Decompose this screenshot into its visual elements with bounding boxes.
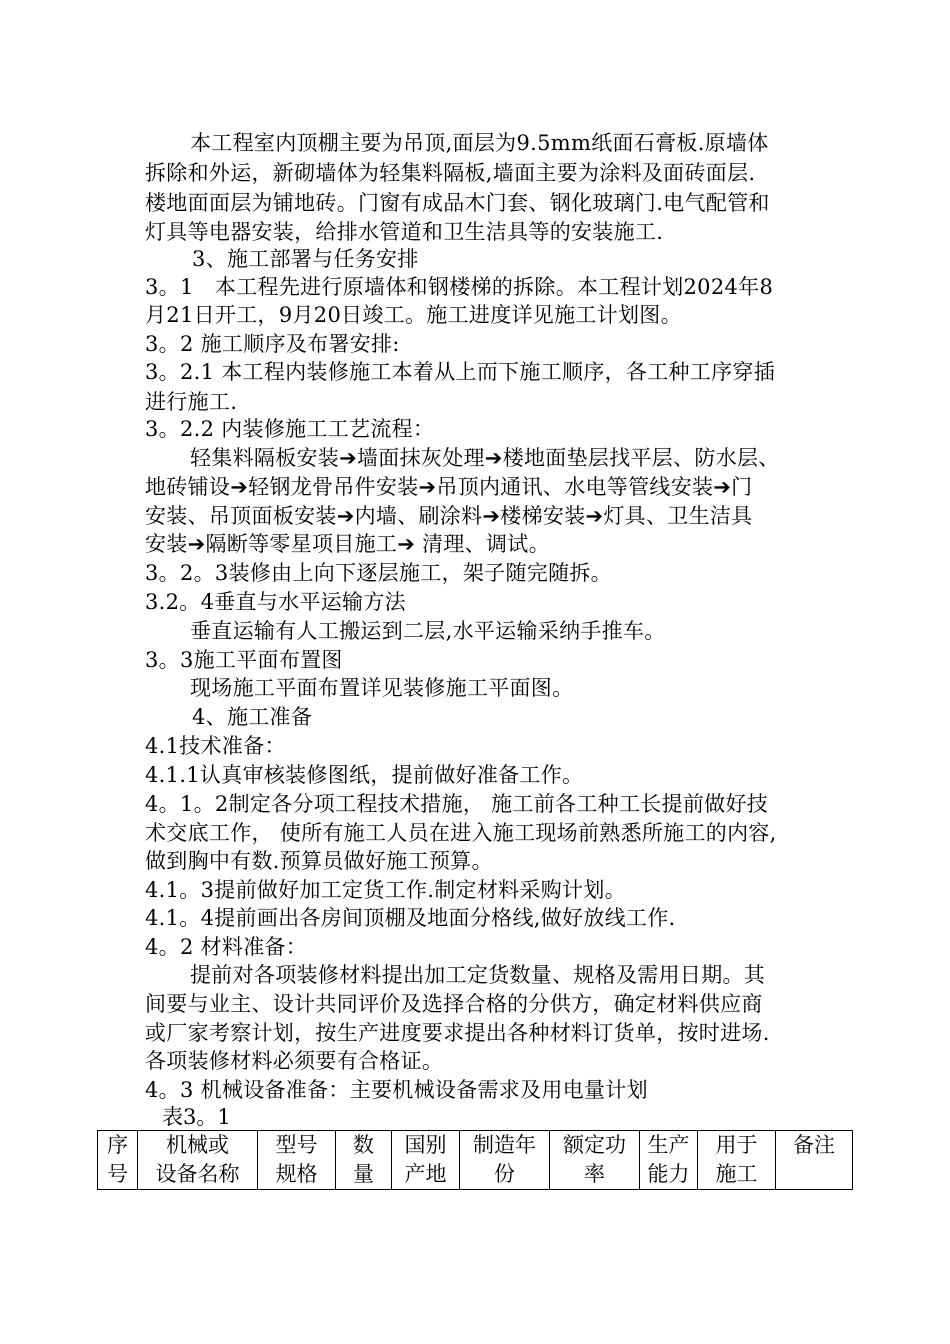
paragraph-line: 垂直运输有人工搬运到二层,水平运输采纳手推车。 [190, 619, 666, 643]
paragraph-line: 各项装修材料必须要有合格证。 [145, 1049, 444, 1073]
paragraph-line: 3。2 施工顺序及布署安排: [145, 332, 400, 356]
header-cell: 用于 施工 [698, 1131, 776, 1190]
header-cell: 型号 规格 [258, 1131, 336, 1190]
paragraph-line: 3。3施工平面布置图 [145, 648, 343, 672]
header-cell: 序 号 [98, 1131, 138, 1190]
paragraph-line: 轻集料隔板安装➔墙面抹灰处理➔楼地面垫层找平层、防水层、 [190, 446, 780, 470]
paragraph-line: 4。3 机械设备准备：主要机械设备需求及用电量计划 [145, 1078, 648, 1102]
paragraph-line: 术交底工作， 使所有施工人员在进入施工现场前熟悉所施工的内容, [145, 821, 777, 845]
paragraph-line: 做到胸中有数.预算员做好施工预算。 [145, 849, 493, 873]
paragraph-line: 或厂家考察计划，按生产进度要求提出各种材料订货单，按时进场. [145, 1021, 770, 1045]
paragraph-line: 4.1。4提前画出各房间顶棚及地面分格线,做好放线工作. [145, 906, 676, 930]
equipment-table [97, 1130, 853, 1190]
header-cell: 额定功 率 [550, 1131, 640, 1190]
paragraph-line: 3。2.2 内装修施工工艺流程： [145, 417, 435, 441]
paragraph-line: 现场施工平面布置详见装修施工平面图。 [190, 676, 574, 700]
paragraph-line: 安装、吊顶面板安装➔内墙、刷涂料➔楼梯安装➔灯具、卫生洁具 [145, 504, 753, 528]
section-heading: 4、施工准备 [192, 705, 313, 729]
table-caption: 表3。1 [162, 1105, 231, 1129]
header-cell: 制造年 份 [460, 1131, 550, 1190]
header-cell: 数 量 [336, 1131, 392, 1190]
paragraph-line: 楼地面面层为铺地砖。门窗有成品木门套、钢化玻璃门.电气配管和 [145, 191, 770, 215]
paragraph-line: 4。2 材料准备： [145, 935, 308, 959]
paragraph-line: 本工程室内顶棚主要为吊顶,面层为9.5mm纸面石膏板.原墙体 [190, 131, 769, 155]
paragraph-line: 提前对各项装修材料提出加工定货数量、规格及需用日期。其 [190, 963, 766, 987]
paragraph-line: 进行施工. [145, 390, 238, 414]
paragraph-line: 3。1 本工程先进行原墙体和钢楼梯的拆除。本工程计划2024年8 [145, 275, 774, 299]
paragraph-line: 4.1.1认真审核装修图纸，提前做好准备工作。 [145, 763, 584, 787]
table-header-row [98, 1131, 853, 1190]
section-heading: 3、施工部署与任务安排 [192, 247, 419, 271]
header-cell: 机械或 设备名称 [138, 1131, 258, 1190]
paragraph-line: 4.1技术准备： [145, 734, 286, 758]
header-cell: 生产 能力 [640, 1131, 698, 1190]
paragraph-line: 灯具等电器安装，给排水管道和卫生洁具等的安装施工. [145, 220, 664, 244]
paragraph-line: 安装➔隔断等零星项目施工➔ 清理、调试。 [145, 532, 550, 556]
header-cell: 国别 产地 [392, 1131, 460, 1190]
paragraph-line: 4.1。3提前做好加工定货工作.制定材料采购计划。 [145, 878, 626, 902]
paragraph-line: 月21日开工，9月20日竣工。施工进度详见施工计划图。 [145, 303, 682, 327]
header-cell: 备注 [776, 1131, 853, 1190]
paragraph-line: 3。2.1 本工程内装修施工本着从上而下施工顺序，各工种工序穿插 [145, 360, 776, 384]
paragraph-line: 间要与业主、设计共同评价及选择合格的分供方，确定材料供应商 [145, 992, 763, 1016]
paragraph-line: 3.2。4垂直与水平运输方法 [145, 590, 406, 614]
paragraph-line: 拆除和外运，新砌墙体为轻集料隔板,墙面主要为涂料及面砖面层. [145, 161, 756, 185]
paragraph-line: 3。2。3装修由上向下逐层施工，架子随完随拆。 [145, 561, 612, 585]
paragraph-line: 4。1。2制定各分项工程技术措施， 施工前各工种工长提前做好技 [145, 792, 769, 816]
paragraph-line: 地砖铺设➔轻钢龙骨吊件安装➔吊顶内通讯、水电等管线安装➔门 [145, 475, 753, 499]
